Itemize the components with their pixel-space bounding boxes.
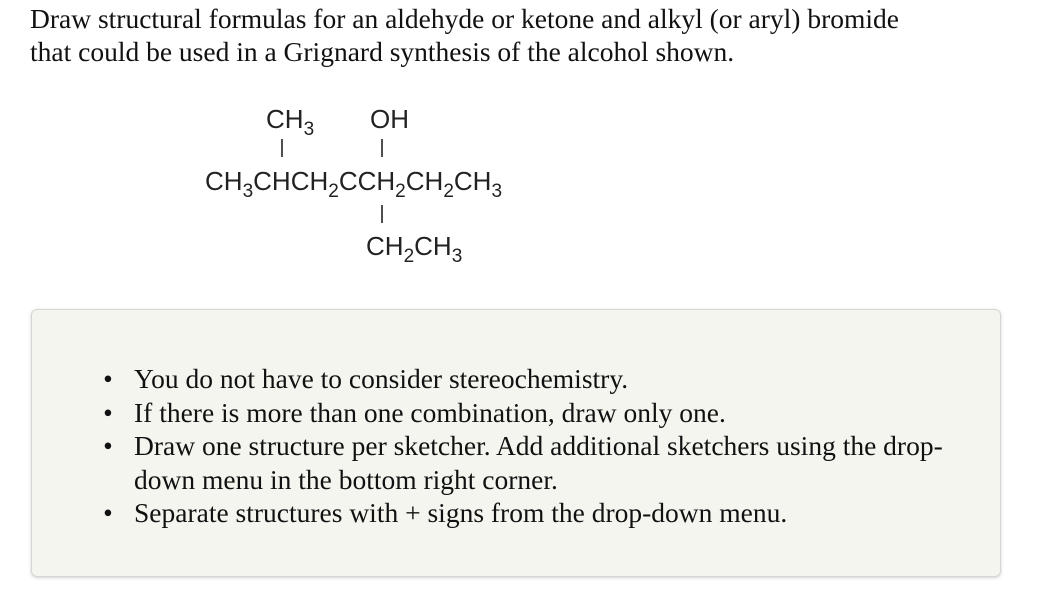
main-chain: $CH_3CHCH_2CCH_2CH_2CH_3$ [205, 166, 503, 202]
instruction-text: Draw one structure per sketcher. Add additional sketchers using the drop-down menu in the bottom right corner. [134, 430, 943, 495]
bullet-icon: • [103, 497, 113, 528]
question-text [30, 2, 1030, 68]
instructions-list [98, 362, 958, 530]
instruction-text: If there is more than one combination, draw only one. [134, 396, 726, 428]
alcohol-structure [200, 95, 620, 285]
question-line-2: that could be used in a Grignard synthesis of the alcohol shown. [30, 36, 735, 67]
hydroxyl-group: OH [370, 104, 409, 134]
list-item [98, 396, 958, 430]
instructions-box [31, 309, 1001, 577]
bullet-icon: • [103, 430, 113, 461]
question-line-1: Draw structural formulas for an aldehyde or ketone and alkyl (or aryl) bromide [30, 3, 899, 34]
structural-formula-svg [200, 95, 620, 285]
instruction-text: You do not have to consider stereochemistry. [134, 363, 629, 394]
instruction-text: Separate structures with + signs from the drop-down menu. [134, 497, 788, 528]
bullet-icon: • [103, 396, 113, 428]
list-item [98, 496, 958, 530]
methyl-substituent: $CH_3$ [266, 104, 315, 140]
bullet-icon: • [103, 363, 113, 394]
list-item [98, 362, 958, 396]
ethyl-substituent: $CH_2CH_3$ [366, 231, 463, 267]
list-item [98, 429, 958, 496]
